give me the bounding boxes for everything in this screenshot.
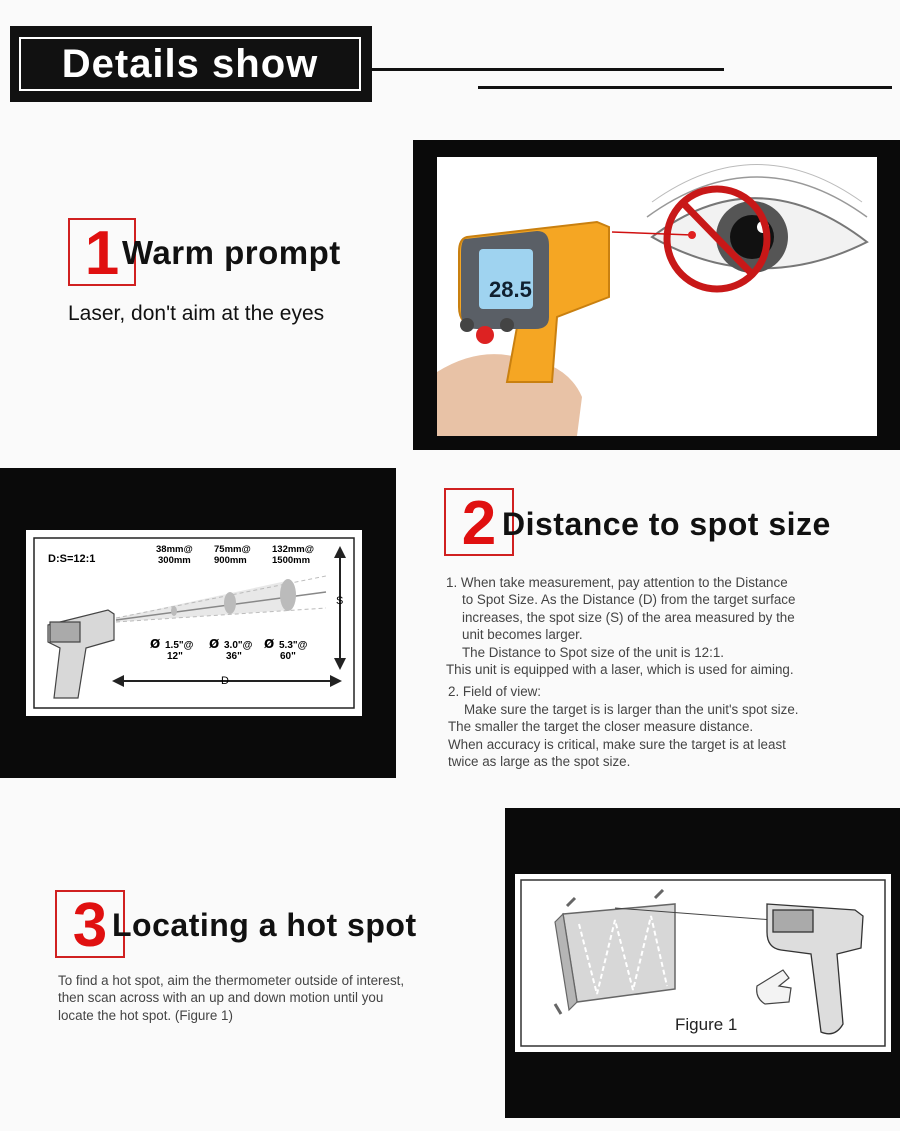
thermometer-icon — [48, 610, 114, 698]
spot-label: 1500mm — [272, 555, 311, 566]
divider-line — [372, 68, 724, 71]
svg-text:Ø: Ø — [209, 637, 220, 651]
figure-caption: Figure 1 — [675, 1015, 738, 1034]
section-title: Locating a hot spot — [112, 907, 417, 943]
svg-text:Ø: Ø — [150, 637, 161, 651]
d-label: D — [221, 675, 229, 687]
ratio-label: D:S=12:1 — [48, 553, 96, 565]
page-title: Details show — [19, 37, 361, 91]
divider-line — [478, 86, 892, 89]
distance-spot-diagram — [26, 530, 362, 716]
thermometer-icon — [767, 904, 863, 1034]
spot-label: 38mm@ — [156, 544, 193, 555]
spot-size-label: 5.3"@ — [279, 640, 308, 651]
spot-label: 132mm@ — [272, 544, 315, 555]
spot-size-label: 3.0"@ — [224, 640, 253, 651]
section-description: 1. When take measurement, pay attention to the Distance to Spot Size. As the Distance (D) from the target surface increases, the spot size (S) of the area measured by the unit becomes larger. The Distance to Spot size of the unit is 12:1. This unit is equipped with a laser, which is used for aiming. 2. Field of view: Make sure the target is is larger than the unit's spot size. The smaller the target the closer measure distance. When accuracy is critical, make sure the target is at least twice as large as the spot size. — [446, 575, 799, 770]
section-title: Warm prompt — [122, 234, 341, 271]
svg-text:60": 60" — [280, 651, 296, 662]
spot-label: 75mm@ — [214, 544, 251, 555]
spot-label: 300mm — [158, 555, 191, 566]
spot-label: 900mm — [214, 555, 247, 566]
section-number: 3 — [72, 891, 108, 960]
eye-icon — [647, 165, 867, 274]
section-title: Distance to spot size — [502, 506, 831, 542]
svg-text:36": 36" — [226, 651, 242, 662]
section-description: To find a hot spot, aim the thermometer outside of interest, then scan across with an up and down motion until you locate the hot spot. (Figure 1) — [58, 973, 405, 1023]
laser-dot — [688, 231, 696, 239]
spot-size-label: 1.5"@ — [165, 640, 194, 651]
hot-spot-figure — [515, 874, 891, 1052]
s-label: S — [336, 595, 344, 607]
section-number: 1 — [84, 219, 120, 288]
svg-text:Ø: Ø — [264, 637, 275, 651]
radiator-icon — [555, 890, 675, 1014]
svg-text:12": 12" — [167, 651, 183, 662]
svg-text:28.5: 28.5 — [489, 277, 532, 302]
section-number: 2 — [461, 489, 497, 558]
warning-photo — [437, 157, 877, 436]
hand-icon — [757, 970, 791, 1004]
dsr-diagram — [26, 530, 362, 716]
eye-laser-illustration — [437, 157, 877, 436]
hot-spot-illustration — [515, 874, 891, 1052]
section-subtitle: Laser, don't aim at the eyes — [68, 302, 325, 325]
